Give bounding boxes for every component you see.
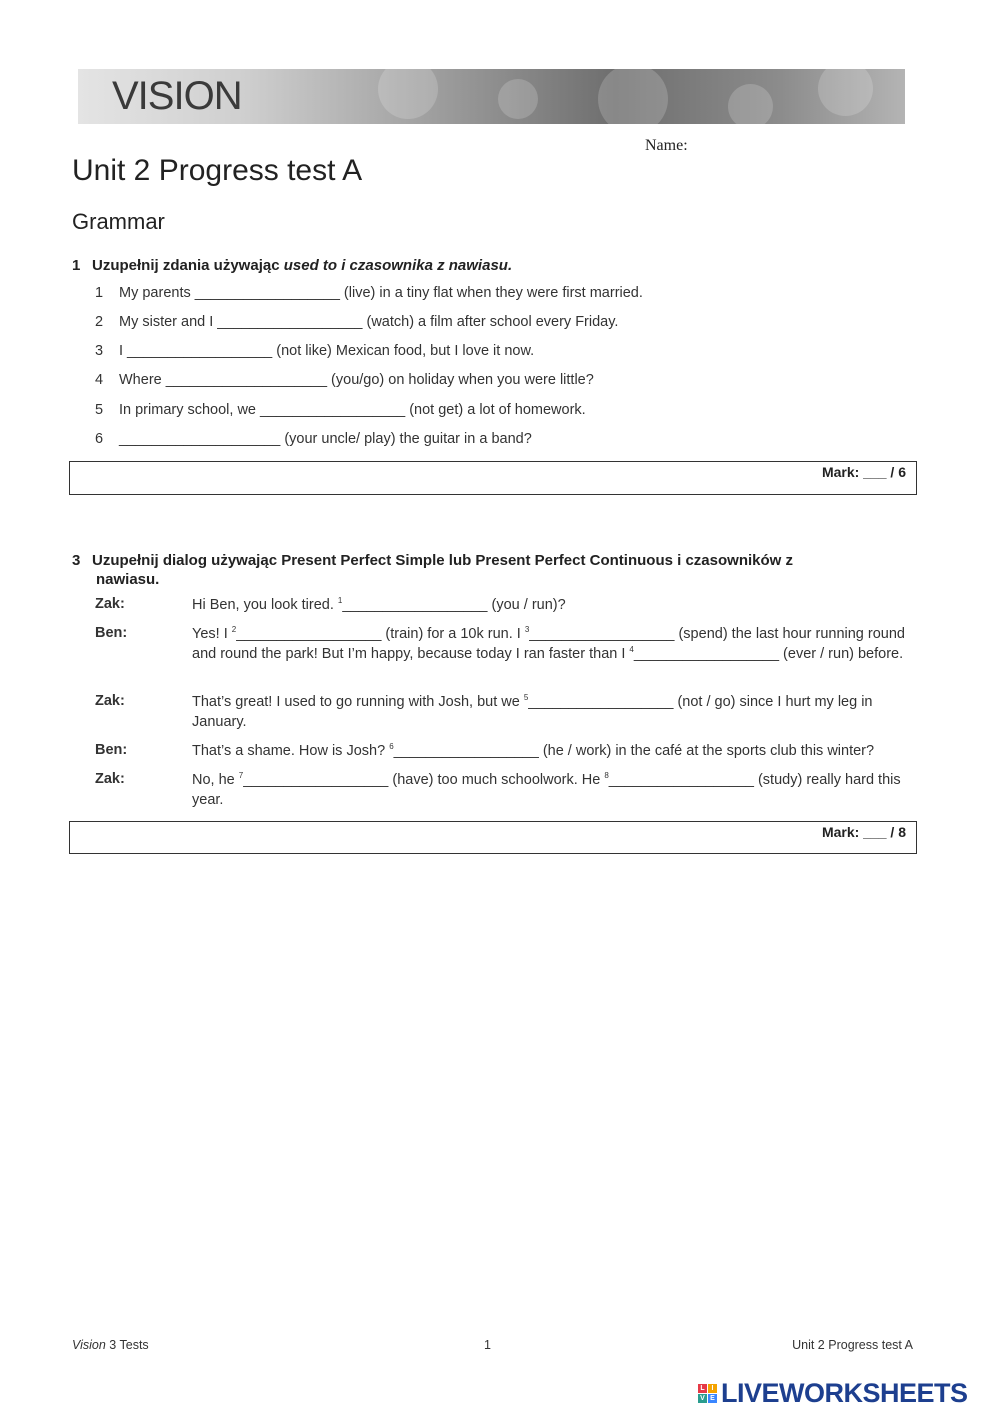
dialog-text: __________________ (not / go) since I hurt my leg in January. (192, 694, 873, 730)
item-number: 1 (95, 285, 104, 301)
item-number: 2 (95, 314, 104, 330)
task1-item (95, 431, 532, 447)
header-banner (78, 69, 905, 124)
item-text: My parents __________________ (live) in a tiny flat when they were first married. (119, 285, 643, 301)
dialog-text: Yes! I (192, 626, 232, 642)
dialog-line (192, 596, 912, 616)
dialog-speaker: Zak: (95, 771, 125, 787)
task1-item (95, 372, 594, 388)
dialog-speaker: Zak: (95, 693, 125, 709)
dialog-text: __________________ (ever / run) before. (633, 645, 904, 662)
item-number: 4 (95, 372, 104, 388)
gap-number: 3 (524, 625, 530, 635)
dialog-line (192, 742, 912, 762)
gap-number: 4 (629, 644, 634, 654)
page-number: 1 (484, 1338, 491, 1352)
task1-item (95, 343, 534, 359)
dialog-line (192, 771, 912, 810)
dialog-speaker: Ben: (95, 742, 128, 758)
item-number: 3 (95, 343, 104, 359)
footer-book-title: Vision (72, 1338, 106, 1352)
task3-mark-box (69, 821, 917, 854)
task3-instruction-line1: Uzupełnij dialog używając Present Perfect Simple lub Present Perfect Continuous i czasowników z (92, 552, 793, 569)
vision-logo: VISION (112, 74, 242, 118)
gap-number: 7 (238, 771, 244, 781)
banner-bokeh (378, 69, 438, 119)
item-text: In primary school, we __________________ (not get) a lot of homework. (119, 402, 586, 418)
task1-mark: Mark: ___ / 6 (821, 464, 906, 480)
task3-instruction (72, 551, 902, 589)
item-text: ____________________ (your uncle/ play) the guitar in a band? (119, 431, 532, 447)
item-text: My sister and I __________________ (watch) a film after school every Friday. (119, 314, 619, 330)
logo-letter: I (708, 1384, 717, 1393)
task1-instruction-b: used to i czasownika z nawiasu. (283, 257, 513, 274)
dialog-text: Hi Ben, you look tired. (192, 597, 338, 613)
logo-letter: L (698, 1384, 707, 1393)
dialog-text: No, he (192, 772, 239, 788)
logo-letter: E (708, 1394, 717, 1403)
liveworksheets-watermark (698, 1379, 968, 1407)
banner-bokeh (728, 84, 773, 124)
dialog-text: __________________ (spend) the last hour running round and round the park! But I’m happy, because today I ran faster than I (192, 626, 905, 662)
banner-bokeh (818, 69, 873, 116)
item-number: 6 (95, 431, 104, 447)
dialog-text: __________________ (you / run)? (342, 597, 566, 613)
section-heading: Grammar (72, 209, 165, 234)
dialog-speaker: Ben: (95, 625, 128, 641)
footer-left (72, 1338, 149, 1352)
footer-right: Unit 2 Progress test A (792, 1338, 913, 1352)
dialog-text: __________________ (he / work) in the café at the sports club this winter? (393, 743, 875, 759)
item-text: I __________________ (not like) Mexican food, but I love it now. (119, 343, 535, 359)
name-label: Name: (645, 137, 688, 154)
dialog-text: That’s great! I used to go running with Josh, but we (192, 694, 524, 710)
gap-number: 2 (231, 625, 237, 635)
liveworksheets-logo-icon (698, 1384, 717, 1403)
dialog-text: __________________ (have) too much schoolwork. He (243, 772, 605, 788)
gap-number: 8 (604, 771, 609, 781)
dialog-line (192, 625, 912, 664)
dialog-text: __________________ (study) really hard this year. (192, 772, 901, 808)
task1-item (95, 402, 586, 418)
task1-item (95, 285, 643, 301)
item-text: Where ____________________ (you/go) on holiday when you were little? (119, 372, 594, 388)
liveworksheets-text: LIVEWORKSHEETS (721, 1377, 968, 1408)
task1-number: 1 (72, 257, 81, 274)
dialog-line (192, 693, 912, 732)
dialog-text: That’s a shame. How is Josh? (192, 743, 390, 759)
gap-number: 6 (389, 742, 394, 752)
banner-bokeh (598, 69, 668, 124)
task1-mark-box (69, 461, 917, 495)
item-number: 5 (95, 402, 104, 418)
dialog-speaker: Zak: (95, 596, 125, 612)
task3-instruction-line2: nawiasu. (96, 571, 160, 588)
gap-number: 1 (337, 596, 343, 606)
dialog-text: __________________ (train) for a 10k run. I (236, 626, 525, 642)
task1-instruction (72, 256, 512, 275)
banner-bokeh (498, 79, 538, 119)
logo-letter: V (698, 1394, 707, 1403)
gap-number: 5 (523, 693, 529, 703)
task3-number: 3 (72, 552, 81, 569)
task1-instruction-a: Uzupełnij zdania używając (92, 257, 284, 274)
page-title: Unit 2 Progress test A (72, 154, 363, 187)
footer-book-suffix: 3 Tests (105, 1338, 149, 1352)
task3-mark: Mark: ___ / 8 (821, 824, 906, 840)
task1-item (95, 314, 618, 330)
